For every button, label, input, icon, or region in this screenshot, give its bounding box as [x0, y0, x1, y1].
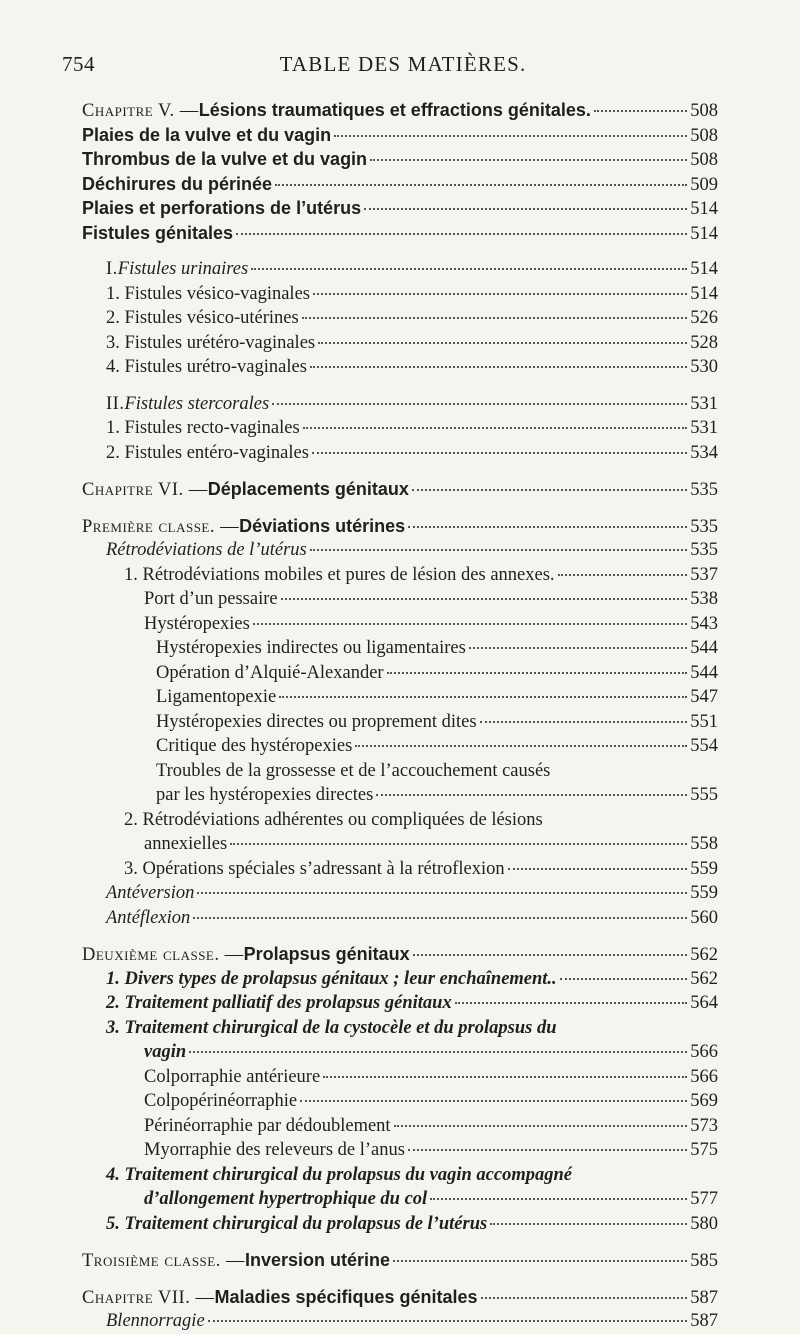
toc-entry-label: par les hystéropexies directes: [156, 785, 374, 805]
toc-entry-page: 514: [690, 223, 718, 244]
toc-entry: [82, 967, 718, 992]
toc-entry-label: Blennorragie: [106, 1311, 205, 1331]
page-header: [62, 52, 744, 82]
toc-entry-label: 5. Traitement chirurgical du prolapsus de l’utérus: [106, 1213, 488, 1234]
toc-entry-page: 543: [690, 613, 718, 634]
toc-entry-prefix: Chapitre VII. —: [82, 1287, 215, 1308]
toc-entry-label: Rétrodéviations de l’utérus: [106, 540, 307, 560]
toc-entry-label: 2. Fistules entéro-vaginales: [106, 442, 309, 463]
dot-leader: [364, 207, 687, 210]
toc-entry-page: 585: [690, 1251, 718, 1271]
toc-entry: [82, 636, 718, 661]
dot-leader: [412, 488, 687, 491]
toc-entry-page: 587: [690, 1311, 718, 1331]
toc-entry-label: Hystéropexies directes ou proprement dites: [156, 711, 477, 732]
toc-entry: [82, 306, 718, 331]
toc-entry-label: Port d’un pessaire: [144, 589, 278, 609]
toc-entry-label: 3. Opérations spéciales s’adressant à la rétroflexion: [124, 858, 505, 879]
toc-entry-label: Déplacements génitaux: [207, 479, 409, 499]
toc-entry: [82, 906, 718, 931]
toc-entry-page: 577: [690, 1189, 718, 1209]
toc-entry-page: 530: [690, 357, 718, 377]
toc-entry-page: 535: [690, 540, 718, 560]
dot-leader: [355, 744, 687, 747]
toc-entry-label: Plaies de la vulve et du vagin: [82, 124, 332, 145]
toc-entry-prefix: Deuxième classe. —: [82, 945, 244, 965]
dot-leader: [197, 891, 687, 894]
toc-entry-page: 575: [690, 1140, 718, 1160]
toc-entry: [82, 1114, 718, 1139]
toc-entry-page: 544: [690, 638, 718, 658]
toc-entry: [82, 98, 718, 123]
toc-entry-label: Critique des hystéropexies: [156, 736, 353, 756]
toc-entry-page: 531: [690, 393, 718, 414]
toc-entry-page: 551: [690, 711, 718, 732]
toc-entry-page: 554: [690, 736, 718, 756]
toc-entry: [82, 538, 718, 563]
toc-entry-label: Colporraphie antérieure: [144, 1066, 321, 1087]
toc-entry: [82, 832, 718, 857]
dot-leader: [310, 548, 688, 551]
toc-entry-label: Fistules urinaires: [117, 259, 249, 279]
toc-entry-page: 547: [690, 687, 718, 707]
toc-entry-label: 1. Rétrodéviations mobiles et pures de lésion des annexes.: [124, 564, 555, 585]
toc-entry: [82, 734, 718, 759]
toc-entry-page: 544: [690, 662, 718, 683]
toc-entry: [82, 612, 718, 637]
toc-entry: [82, 783, 718, 808]
dot-leader: [594, 109, 687, 112]
toc-entry-label: 3. Traitement chirurgical de la cystocèle et du prolapsus du: [106, 1017, 557, 1038]
toc-entry-label: Troubles de la grossesse et de l’accouchement causés: [156, 760, 551, 781]
dot-leader: [300, 1099, 687, 1102]
dot-leader: [387, 671, 688, 674]
toc-entry-label: Thrombus de la vulve et du vagin: [82, 149, 368, 169]
toc-entry-label: vagin: [144, 1042, 187, 1062]
dot-leader: [312, 451, 687, 454]
dot-leader: [193, 916, 687, 919]
toc-entry-label: Lésions traumatiques et effractions génitales.: [198, 100, 591, 120]
toc-entry-page: 535: [690, 516, 718, 537]
dot-leader: [469, 646, 687, 649]
section-gap: [82, 1273, 718, 1285]
toc-entry-prefix: I.: [106, 259, 118, 279]
toc-entry-label: Opération d’Alquié-Alexander: [156, 662, 384, 683]
toc-entry-prefix: II.: [106, 393, 125, 414]
toc-entry: [82, 172, 718, 197]
toc-entry: [82, 808, 718, 833]
dot-leader: [236, 232, 687, 235]
toc-entry-label: 4. Traitement chirurgical du prolapsus du vagin accompagné: [106, 1164, 572, 1185]
toc-entry: [82, 1285, 718, 1310]
toc-entry: [82, 123, 718, 148]
toc-entry-label: Maladies spécifiques génitales: [214, 1286, 478, 1307]
dot-leader: [394, 1124, 688, 1127]
toc-entry-page: 580: [690, 1213, 718, 1234]
dot-leader: [455, 1001, 688, 1004]
toc-entry: [82, 441, 718, 466]
toc-entry-label: 2. Traitement palliatif des prolapsus génitaux: [106, 993, 452, 1013]
dot-leader: [481, 1296, 688, 1299]
toc-entry-page: 514: [690, 259, 718, 279]
toc-entry: [82, 587, 718, 612]
toc-entry: [82, 710, 718, 735]
dot-leader: [413, 953, 688, 956]
dot-leader: [272, 402, 687, 405]
toc-entry-page: 559: [690, 883, 718, 903]
toc-entry: [82, 477, 718, 502]
toc-entry: [82, 257, 718, 282]
toc-entry-prefix: Chapitre V. —: [82, 101, 199, 121]
toc-entry-page: 509: [690, 174, 718, 195]
toc-entry: [82, 881, 718, 906]
dot-leader: [393, 1259, 687, 1262]
section-gap: [82, 465, 718, 477]
section-gap: [82, 502, 718, 514]
toc-entry: [82, 221, 718, 246]
toc-entry-page: 508: [690, 125, 718, 146]
toc-entry: [82, 331, 718, 356]
toc-entry: [82, 661, 718, 686]
dot-leader: [303, 426, 688, 429]
toc-entry-label: Antéflexion: [106, 907, 191, 928]
toc-entry-label: Périnéorraphie par dédoublement: [144, 1115, 391, 1136]
dot-leader: [281, 597, 688, 600]
toc-entry: [82, 563, 718, 588]
toc-entry-label: 4. Fistules urétro-vaginales: [106, 357, 307, 377]
toc-entry-page: 558: [690, 834, 718, 854]
toc-entry: [82, 1138, 718, 1163]
toc-entry-prefix: Troisième classe. —: [82, 1251, 245, 1271]
toc-entry: [82, 685, 718, 710]
toc-entry-page: 534: [690, 442, 718, 463]
toc-entry: [82, 1309, 718, 1334]
toc-entry-page: 528: [690, 332, 718, 353]
dot-leader: [230, 842, 687, 845]
toc-entry-label: annexielles: [144, 834, 228, 854]
toc-entry-page: 560: [690, 907, 718, 928]
page-title: TABLE DES MATIÈRES.: [279, 52, 527, 76]
toc-entry-label: Myorraphie des releveurs de l’anus: [144, 1140, 405, 1160]
toc-entry-page: 566: [690, 1042, 718, 1062]
toc-entry-prefix: Première classe. —: [82, 516, 240, 537]
toc-entry: [82, 196, 718, 221]
toc-entry: [82, 1212, 718, 1237]
section-gap: [82, 245, 718, 257]
dot-leader: [508, 867, 688, 870]
toc-entry-label: 3. Fistules urétéro-vaginales: [106, 332, 316, 353]
toc-entry-label: Plaies et perforations de l’utérus: [82, 198, 362, 218]
toc-entry-page: 535: [690, 480, 718, 500]
dot-leader: [310, 365, 687, 368]
dot-leader: [430, 1197, 687, 1200]
dot-leader: [323, 1075, 687, 1078]
toc-entry: [82, 355, 718, 380]
toc-entry: [82, 1065, 718, 1090]
toc-entry-label: Hystéropexies: [144, 613, 250, 634]
dot-leader: [408, 1148, 687, 1151]
toc-entry: [82, 1089, 718, 1114]
toc-entry-label: Fistules génitales: [82, 222, 234, 243]
toc-entry: [82, 147, 718, 172]
dot-leader: [560, 977, 688, 980]
toc-entry-label: 1. Fistules recto-vaginales: [106, 418, 300, 438]
toc-entry-page: 573: [690, 1115, 718, 1136]
toc-entry-label: Inversion utérine: [244, 1250, 391, 1270]
dot-leader: [408, 525, 687, 528]
toc-entry-page: 562: [690, 945, 718, 965]
dot-leader: [376, 793, 687, 796]
toc-entry: [82, 1040, 718, 1065]
dot-leader: [370, 158, 687, 161]
toc-entry-page: 559: [690, 858, 718, 879]
toc-entry-label: 2. Fistules vésico-utérines: [106, 308, 299, 328]
page-number: 754: [62, 52, 95, 76]
section-gap: [82, 380, 718, 392]
toc-entry: [82, 1248, 718, 1273]
dot-leader: [279, 695, 687, 698]
toc-entry-label: 1. Fistules vésico-vaginales: [106, 283, 310, 304]
dot-leader: [275, 183, 687, 186]
toc-entry: [82, 1187, 718, 1212]
dot-leader: [189, 1050, 687, 1053]
toc-entry-label: Colpopérinéorraphie: [144, 1091, 298, 1111]
dot-leader: [313, 292, 687, 295]
toc-entry-label: 2. Rétrodéviations adhérentes ou compliquées de lésions: [124, 809, 543, 830]
toc-entry-page: 514: [690, 283, 718, 304]
toc-entry-label: Fistules stercorales: [124, 393, 270, 414]
toc-entry-label: Antéversion: [106, 883, 195, 903]
toc-entry-page: 587: [690, 1287, 718, 1308]
dot-leader: [558, 573, 688, 576]
toc-entry-page: 537: [690, 564, 718, 585]
toc-entry-page: 562: [690, 968, 718, 989]
toc-entry-page: 569: [690, 1091, 718, 1111]
toc-entry-page: 508: [690, 101, 718, 121]
toc-entry-prefix: Chapitre VI. —: [82, 480, 208, 500]
toc-entry-page: 538: [690, 589, 718, 609]
dot-leader: [490, 1222, 687, 1225]
table-of-contents: [82, 98, 718, 1334]
toc-entry: [82, 942, 718, 967]
dot-leader: [208, 1319, 688, 1322]
toc-entry: [82, 514, 718, 539]
toc-entry-label: d’allongement hypertrophique du col: [144, 1189, 428, 1209]
toc-entry-label: Hystéropexies indirectes ou ligamentaires: [156, 638, 466, 658]
toc-entry: [82, 1163, 718, 1188]
dot-leader: [302, 316, 688, 319]
toc-entry: [82, 1016, 718, 1041]
dot-leader: [253, 622, 687, 625]
toc-entry: [82, 392, 718, 417]
toc-entry-label: Déviations utérines: [239, 515, 406, 536]
toc-entry: [82, 857, 718, 882]
toc-entry: [82, 991, 718, 1016]
toc-entry-label: Déchirures du périnée: [82, 173, 273, 194]
toc-entry-label: 1. Divers types de prolapsus génitaux ; leur enchaînement..: [106, 968, 557, 989]
toc-entry-page: 531: [690, 418, 718, 438]
dot-leader: [251, 267, 687, 270]
toc-entry-label: Ligamentopexie: [156, 687, 277, 707]
toc-entry-label: Prolapsus génitaux: [243, 944, 410, 964]
toc-entry: [82, 282, 718, 307]
dot-leader: [318, 341, 687, 344]
toc-entry-page: 508: [690, 150, 718, 170]
dot-leader: [334, 134, 687, 137]
dot-leader: [480, 720, 688, 723]
toc-entry-page: 555: [690, 785, 718, 805]
toc-entry-page: 564: [690, 993, 718, 1013]
toc-entry-page: 566: [690, 1066, 718, 1087]
toc-entry-page: 526: [690, 308, 718, 328]
section-gap: [82, 930, 718, 942]
toc-entry: [82, 759, 718, 784]
toc-entry-page: 514: [690, 199, 718, 219]
section-gap: [82, 1236, 718, 1248]
toc-entry: [82, 416, 718, 441]
